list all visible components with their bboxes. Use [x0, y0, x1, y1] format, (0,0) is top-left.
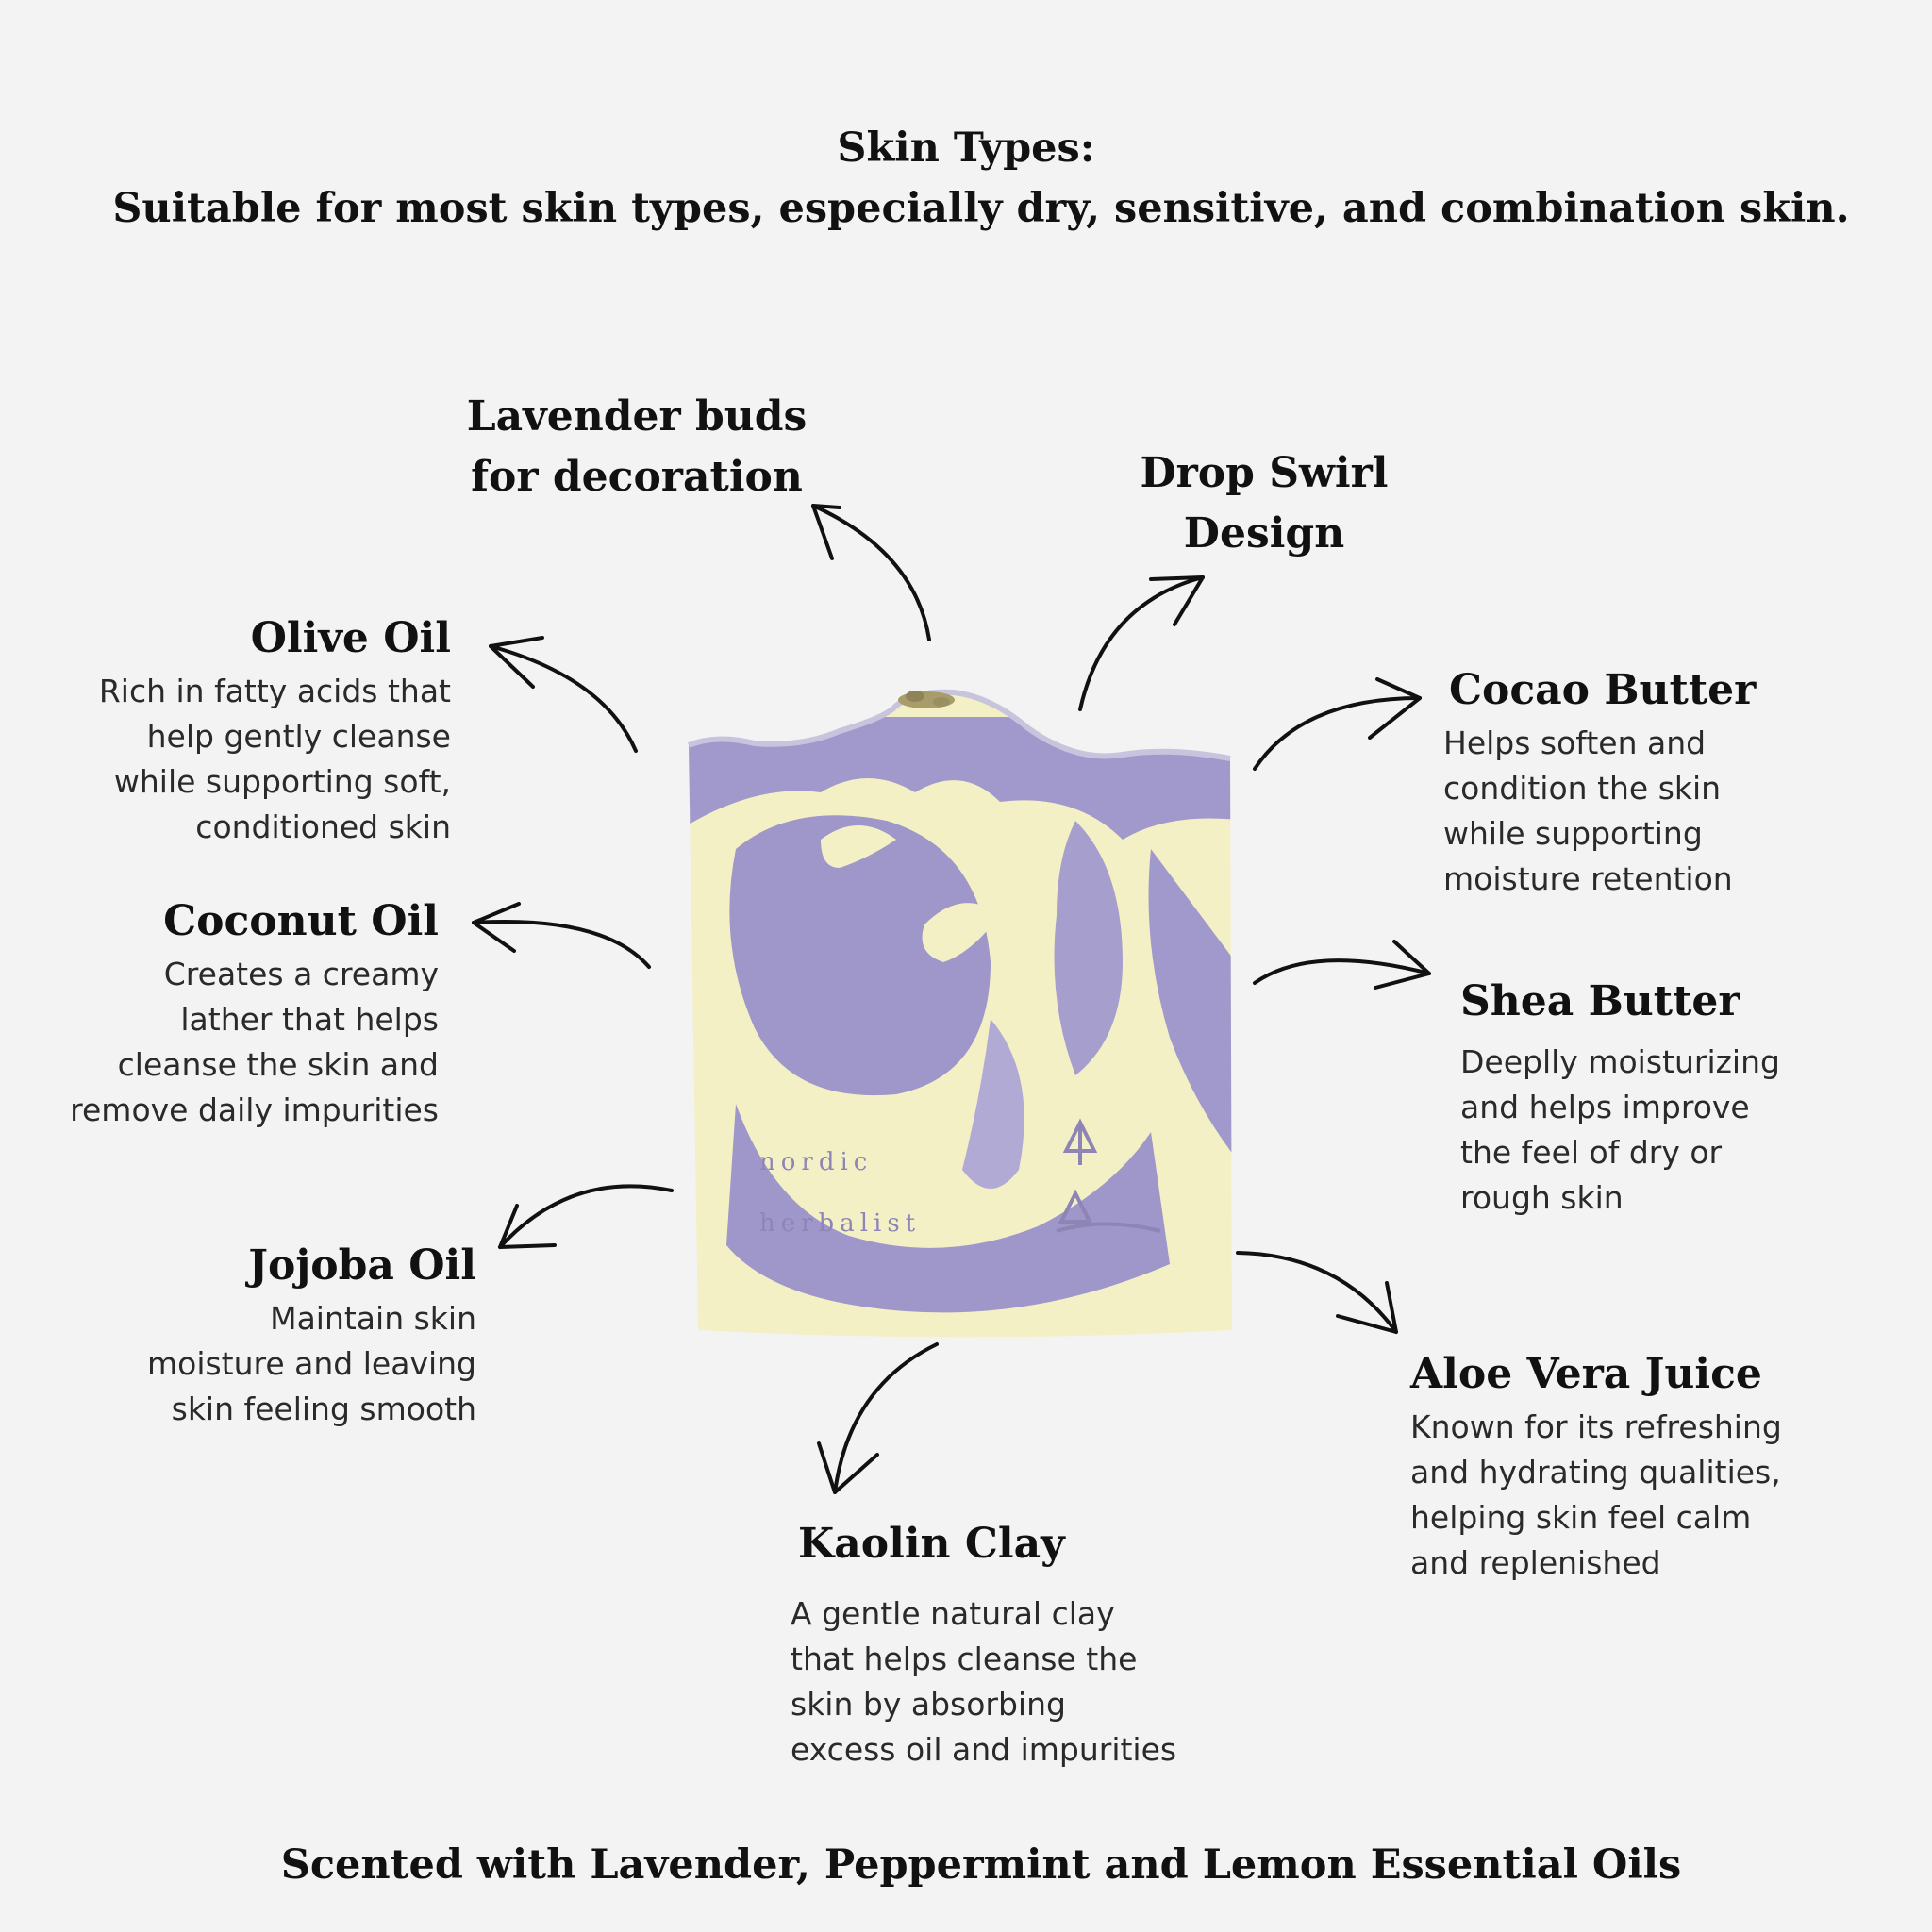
- callout-cocao-butter-title: Cocao Butter: [1449, 666, 1757, 714]
- callout-kaolin-clay-title: Kaolin Clay: [798, 1520, 1065, 1568]
- callout-aloe-vera-desc-3: helping skin feel calm: [1410, 1499, 1752, 1536]
- callout-cocao-butter: [1443, 660, 1887, 902]
- callout-coconut-oil: [0, 891, 439, 1133]
- callout-jojoba-oil-desc-2: moisture and leaving: [146, 1345, 476, 1382]
- callout-aloe-vera-desc-1: Known for its refreshing: [1410, 1408, 1782, 1445]
- callout-olive-oil-desc-1: Rich in fatty acids that: [98, 673, 451, 709]
- arrow-drop-swirl: [1080, 577, 1203, 709]
- page-title: Skin Types:: [837, 125, 1095, 172]
- callout-kaolin-clay: [791, 1514, 1281, 1773]
- callout-coconut-oil-desc-2: lather that helps: [180, 1001, 439, 1038]
- callout-olive-oil-title: Olive Oil: [250, 614, 451, 662]
- callout-drop-swirl-title-1: Drop Swirl: [1140, 449, 1389, 497]
- arrow-shea-butter: [1255, 941, 1429, 988]
- callout-coconut-oil-desc-1: Creates a creamy: [163, 956, 439, 992]
- callout-drop-swirl: [1075, 443, 1453, 564]
- callout-jojoba-oil: [80, 1236, 476, 1432]
- arrow-cocao-butter: [1255, 679, 1420, 769]
- callout-olive-oil: [17, 608, 451, 850]
- callout-shea-butter-desc-2: and helps improve: [1460, 1089, 1750, 1125]
- callout-cocao-butter-desc-3: while supporting: [1443, 815, 1703, 852]
- callout-lavender-buds-title-1: Lavender buds: [466, 392, 808, 441]
- callout-aloe-vera-title: Aloe Vera Juice: [1410, 1350, 1762, 1398]
- arrow-kaolin-clay: [819, 1344, 937, 1492]
- callout-olive-oil-desc-4: conditioned skin: [195, 808, 451, 845]
- callout-jojoba-oil-desc-3: skin feeling smooth: [171, 1391, 476, 1427]
- callout-cocao-butter-desc-2: condition the skin: [1443, 770, 1722, 807]
- callout-shea-butter-title: Shea Butter: [1460, 977, 1740, 1025]
- callout-kaolin-clay-desc-4: excess oil and impurities: [791, 1731, 1177, 1768]
- arrow-coconut-oil: [474, 904, 649, 967]
- arrow-jojoba-oil: [500, 1186, 672, 1247]
- arrow-lavender-buds: [813, 506, 929, 640]
- callout-kaolin-clay-desc-1: A gentle natural clay: [791, 1595, 1115, 1632]
- callout-lavender-buds-title-2: for decoration: [471, 453, 803, 501]
- callout-olive-oil-desc-3: while supporting soft,: [113, 763, 451, 800]
- callout-shea-butter-desc-1: Deeplly moisturizing: [1460, 1043, 1780, 1080]
- callout-coconut-oil-desc-4: remove daily impurities: [70, 1091, 439, 1128]
- callout-lavender-buds: [415, 387, 858, 508]
- callout-coconut-oil-desc-3: cleanse the skin and: [117, 1046, 439, 1083]
- stamp-line-1: nordic: [759, 1148, 874, 1176]
- callout-shea-butter-desc-3: the feel of dry or: [1460, 1134, 1723, 1171]
- callout-aloe-vera: [1410, 1344, 1901, 1586]
- footer-scent-note: Scented with Lavender, Peppermint and Lemon Essential Oils: [280, 1841, 1682, 1889]
- page-subtitle: Suitable for most skin types, especially dry, sensitive, and combination skin.: [112, 185, 1850, 232]
- callout-jojoba-oil-desc-1: Maintain skin: [270, 1300, 476, 1337]
- callout-coconut-oil-title: Coconut Oil: [163, 897, 439, 945]
- arrow-olive-oil: [491, 638, 636, 751]
- callout-shea-butter: [1460, 972, 1904, 1221]
- callout-cocao-butter-desc-1: Helps soften and: [1443, 724, 1707, 761]
- callout-cocao-butter-desc-4: moisture retention: [1443, 860, 1733, 897]
- callout-aloe-vera-desc-2: and hydrating qualities,: [1410, 1454, 1781, 1491]
- callout-shea-butter-desc-4: rough skin: [1460, 1179, 1624, 1216]
- callout-drop-swirl-title-2: Design: [1183, 509, 1345, 558]
- stamp-line-2: herbalist: [759, 1209, 922, 1238]
- arrow-aloe-vera: [1238, 1253, 1396, 1332]
- callout-jojoba-oil-title: Jojoba Oil: [248, 1241, 476, 1290]
- callout-kaolin-clay-desc-3: skin by absorbing: [791, 1686, 1066, 1723]
- callout-kaolin-clay-desc-2: that helps cleanse the: [791, 1641, 1138, 1677]
- callout-olive-oil-desc-2: help gently cleanse: [146, 718, 451, 755]
- callout-aloe-vera-desc-4: and replenished: [1410, 1544, 1661, 1581]
